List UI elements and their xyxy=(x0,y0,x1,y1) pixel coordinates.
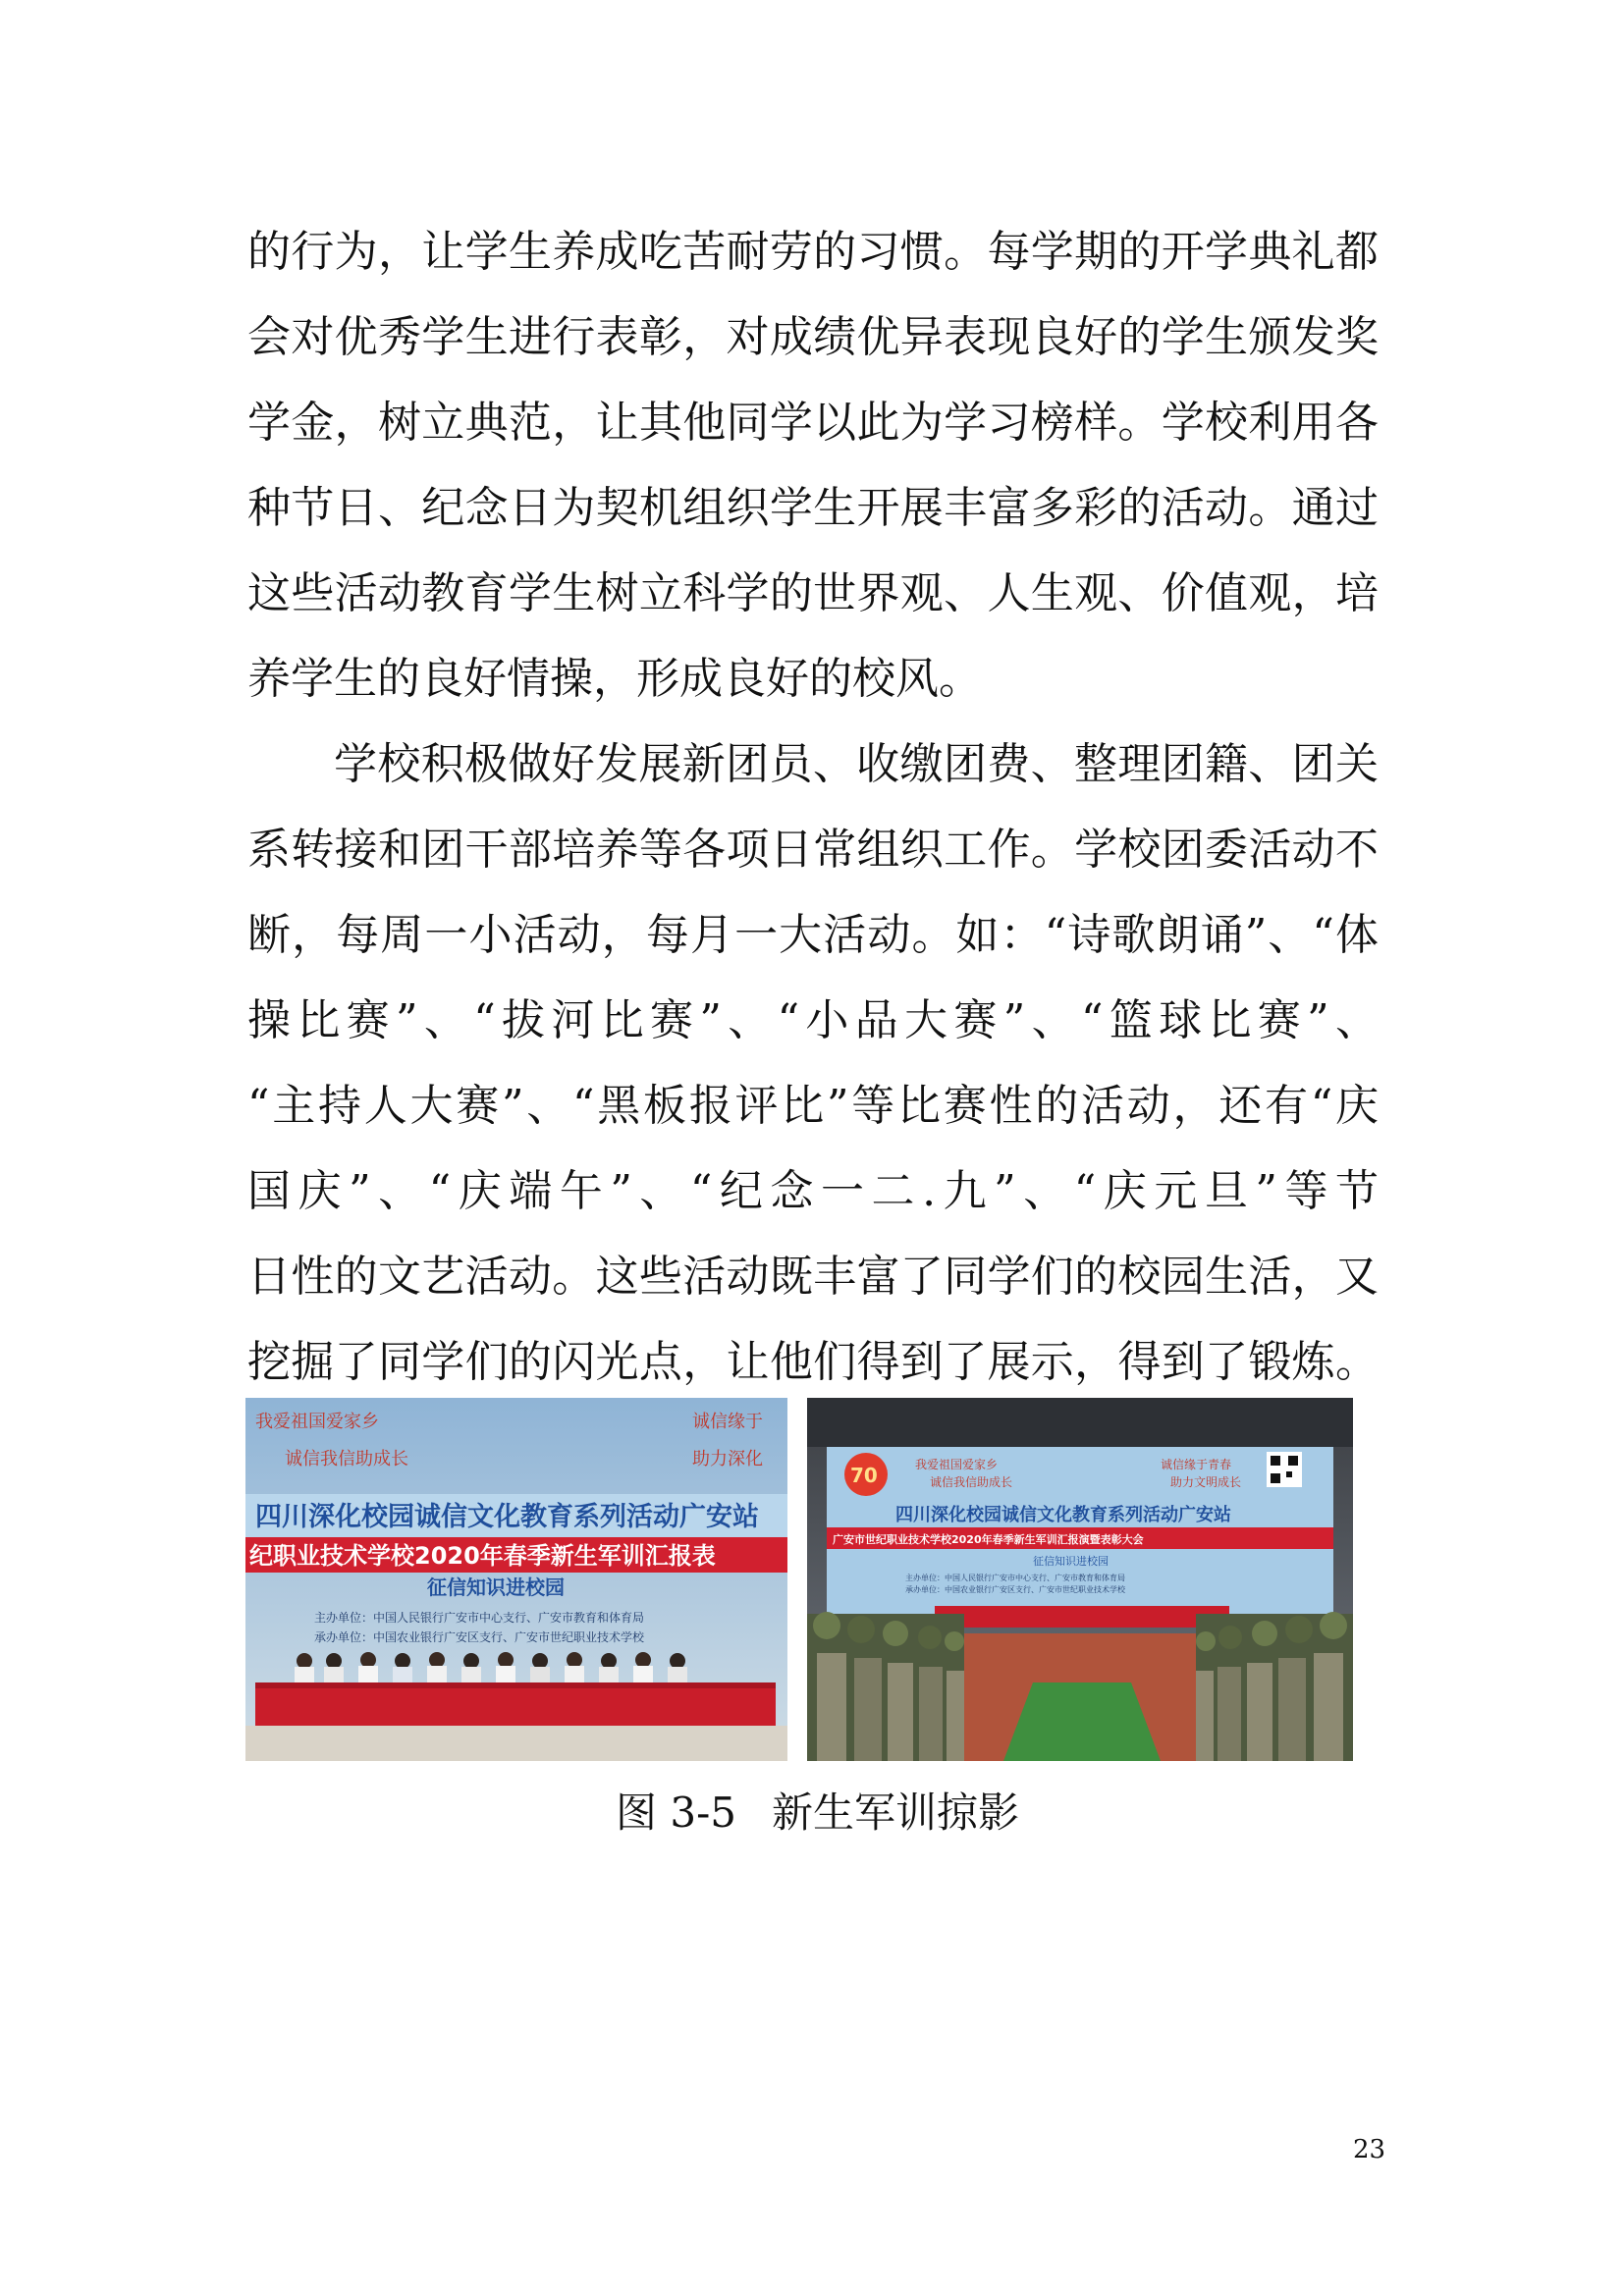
slogan-right-1: 诚信缘于 xyxy=(692,1412,763,1432)
paragraph-1-line-2: 会对优秀学生进行表彰，对成绩优异表现良好的学生颁发奖 xyxy=(247,312,1379,362)
organizer-line-1: 主办单位：中国人民银行广安市中心支行、广安市教育和体育局 xyxy=(314,1611,645,1625)
right-banner-title: 四川深化校园诚信文化教育系列活动广安站 xyxy=(895,1505,1231,1525)
logo-number: 70 xyxy=(850,1464,878,1487)
right-slogan-4: 助力文明成长 xyxy=(1170,1475,1242,1489)
paragraph-2-line-1: 学校积极做好发展新团员、收缴团费、整理团籍、团关 xyxy=(334,739,1379,789)
right-banner-subtitle: 征信知识进校园 xyxy=(1033,1555,1109,1568)
paragraph-2-line-8: 挖掘了同学们的闪光点，让他们得到了展示，得到了锻炼。 xyxy=(247,1337,1379,1387)
banner-red-text: 纪职业技术学校2020年春季新生军训汇报表 xyxy=(249,1542,716,1570)
right-organizer-1: 主办单位：中国人民银行广安市中心支行、广安市教育和体育局 xyxy=(905,1574,1125,1582)
photo-ceremony-stage xyxy=(245,1398,787,1761)
paragraph-2-line-6: 国庆”、“庆端午”、“纪念一二.九”、“庆元旦”等节 xyxy=(247,1166,1379,1216)
paragraph-2-line-4: 操比赛”、“拔河比赛”、“小品大赛”、“篮球比赛”、 xyxy=(247,995,1379,1045)
body-text xyxy=(247,209,1379,1405)
paragraph-2-line-3: 断，每周一小活动，每月一大活动。如：“诗歌朗诵”、“体 xyxy=(247,910,1379,960)
figure-number: 图 3-5 xyxy=(616,1789,736,1837)
students-right-group xyxy=(1196,1612,1353,1761)
paragraph-2-line-5: “主持人大赛”、“黑板报评比”等比赛性的活动，还有“庆 xyxy=(247,1081,1379,1131)
banner-title: 四川深化校园诚信文化教育系列活动广安站 xyxy=(255,1502,759,1532)
paragraph-1-line-6: 养学生的良好情操，形成良好的校风。 xyxy=(247,654,982,704)
slogan-right-2: 助力深化 xyxy=(692,1449,763,1469)
right-slogan-2: 诚信我信助成长 xyxy=(930,1475,1013,1489)
figure-photos xyxy=(245,1398,1353,1761)
right-slogan-3: 诚信缘于青春 xyxy=(1161,1458,1232,1471)
red-tablecloth xyxy=(255,1682,776,1726)
roof-structure xyxy=(807,1398,1353,1447)
paragraph-1-line-3: 学金，树立典范，让其他同学以此为学习榜样。学校利用各 xyxy=(247,398,1379,448)
stage-floor xyxy=(245,1726,787,1761)
paragraph-2-line-2: 系转接和团干部培养等各项日常组织工作。学校团委活动不 xyxy=(247,825,1379,875)
slogan-left-1: 我爱祖国爱家乡 xyxy=(255,1412,379,1432)
right-banner-red-text: 广安市世纪职业技术学校2020年春季新生军训汇报演暨表彰大会 xyxy=(833,1533,1144,1546)
students-left-group xyxy=(807,1612,964,1761)
slogan-left-2: 诚信我信助成长 xyxy=(285,1449,408,1469)
figure-caption xyxy=(616,1789,1019,1838)
page-number: 23 xyxy=(1353,2135,1386,2164)
paragraph-1-line-5: 这些活动教育学生树立科学的世界观、人生观、价值观，培 xyxy=(247,568,1379,618)
right-organizer-2: 承办单位：中国农业银行广安区支行、广安市世纪职业技术学校 xyxy=(905,1585,1125,1594)
right-slogan-1: 我爱祖国爱家乡 xyxy=(915,1458,999,1471)
paragraph-2-line-7: 日性的文艺活动。这些活动既丰富了同学们的校园生活，又 xyxy=(247,1252,1379,1302)
organizer-line-2: 承办单位：中国农业银行广安区支行、广安市世纪职业技术学校 xyxy=(314,1630,645,1644)
figure-title: 新生军训掠影 xyxy=(772,1789,1020,1837)
ceremony-stage-image xyxy=(245,1398,787,1761)
photo-military-training xyxy=(807,1398,1353,1761)
paragraph-1-line-4: 种节日、纪念日为契机组织学生开展丰富多彩的活动。通过 xyxy=(247,483,1379,533)
banner-subtitle: 征信知识进校园 xyxy=(427,1575,565,1599)
right-stage-table xyxy=(935,1606,1229,1628)
paragraph-1-line-1: 的行为，让学生养成吃苦耐劳的习惯。每学期的开学典礼都 xyxy=(247,227,1379,277)
military-training-image xyxy=(807,1398,1353,1761)
